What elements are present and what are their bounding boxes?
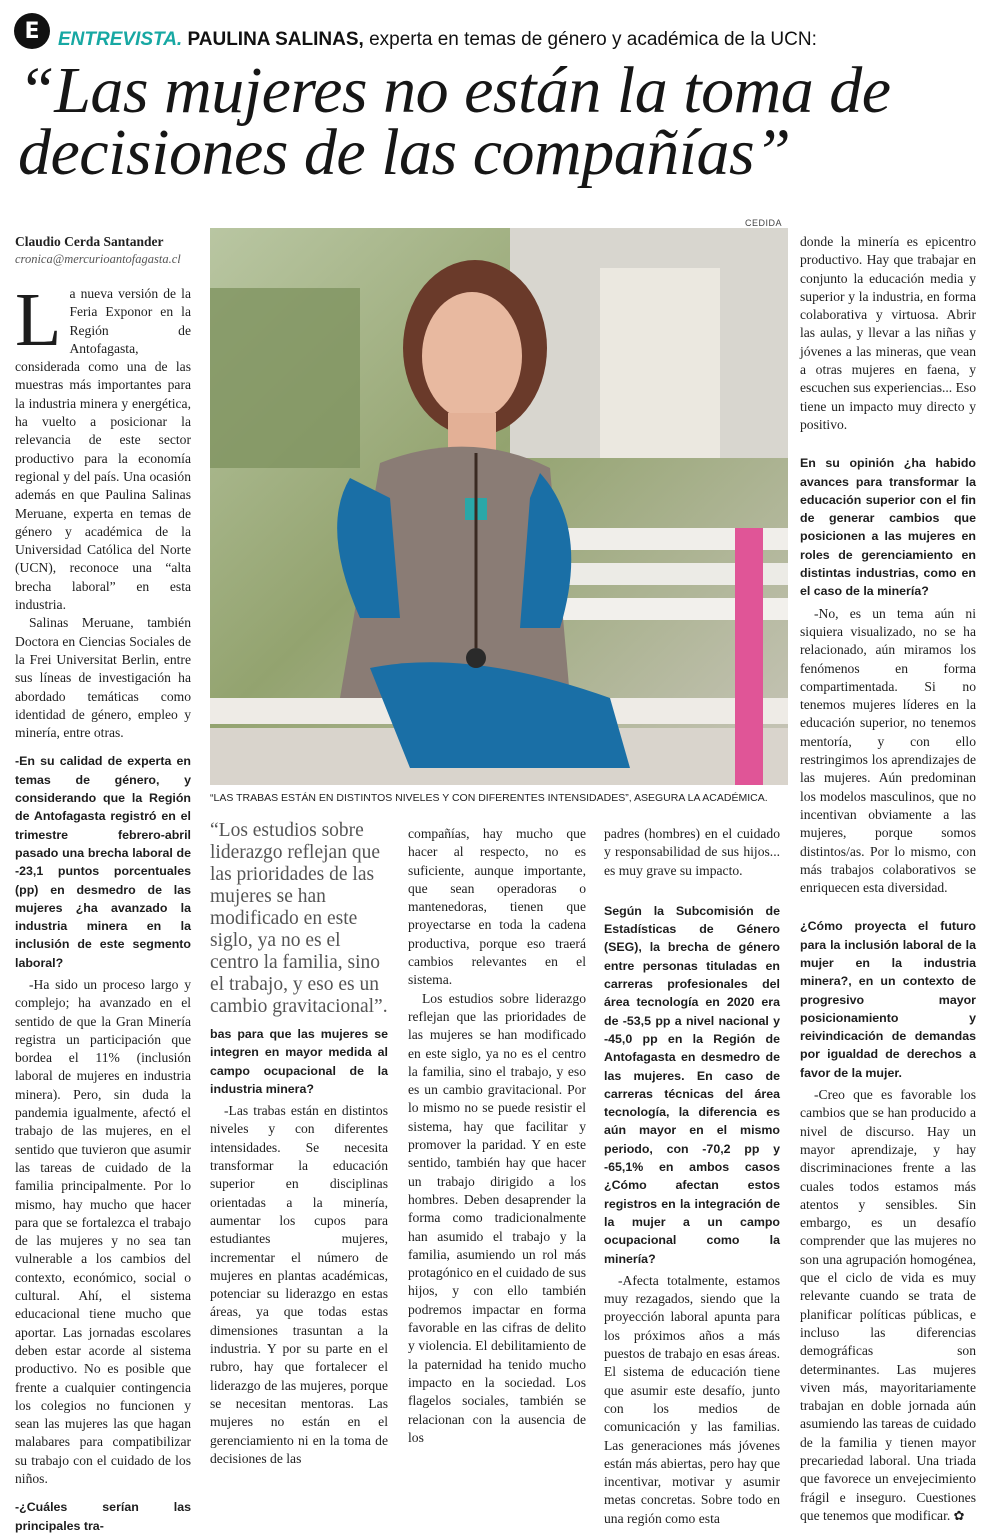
photo-caption: “LAS TRABAS ESTÁN EN DISTINTOS NIVELES Y CON DIFERENTES INTENSIDADES”, ASEGURA LA ACADÉMICA. [210, 792, 768, 804]
question: En su opinión ¿ha habido avances para transformar la educación superior con el fin de generar cambios que posicionen a las mujeres en roles de gerenciamiento en distintas industrias, como en el caso de la minería? [800, 456, 976, 599]
lead-paragraph: a nueva versión de la Feria Exponor en la Región de Antofagasta, considerada como una de las muestras más importantes para la industria minera y energética, ha vuelto a posicionar la relevancia de este sector productivo para la economía regional y del país. Una ocasión además en que Paulina Salinas Meruane, experta en temas de género y académica de la Universidad Católica del Norte (UCN), reconoce una “alta brecha laboral” en esta industria. [15, 286, 191, 613]
answer-text: -Creo que es favorable los cambios que se han producido a nivel de discurso. Hay un mayor aprendizaje, y hay discriminaciones frente a las cuales todos estamos más atentos y sensibles. Sin embargo, es un desafío comprender que las mujeres no son una agrupación homogénea, que el ciclo de vida es muy relevante cuando se trata de planificar políticas públicas, e incluso las diferencias demográficas son determinantes. Las mujeres viven más, mayoritariamente trabajan en doble jornada aún asumiendo las tareas de cuidado de la familia y tienen mayor precariedad laboral. Una triada que favorece un envejecimiento frágil e inseguro. Cuestiones que tenemos que modificar. [800, 1087, 976, 1523]
article-column-1 [15, 278, 191, 1535]
kicker-type: ENTREVISTA. [58, 29, 183, 50]
answer: -No, es un tema aún ni siquiera visualizado, no se ha relacionado, aún miramos los fenómenos en forma compartimentada. Si no tenemos mujeres líderes en la educación superior, no tenemos mentoría, y con ello restringimos los aprendizajes de las mujeres. Aún predominan los modelos masculinos, que no incentivan obviamente a las mujeres, porque somos distintos/as. Por lo mismo, con más trabajos colaborativos se enriquecen esta diversidad. [800, 605, 976, 896]
paragraph: donde la minería es epicentro productivo. Hay que trabajar en conjunto la educación media y superior y la industria, en forma colaborativa y virtuosa. Abrir las aulas, y llevar a las niñas y jóvenes a las mineras, que vean a otras mujeres en faena, y escuchen sus experiencias... Eso tiene un impacto muy directo y positivo. [800, 234, 976, 432]
paragraph: padres (hombres) en el cuidado y responsabilidad de sus hijos... es muy grave su impacto. [604, 826, 780, 878]
kicker [58, 29, 817, 51]
headline: “Las mujeres no están la toma de decisiones de las compañías” [18, 54, 891, 189]
answer [800, 1086, 976, 1526]
photo-credit: CEDIDA [745, 218, 783, 228]
article-photo [210, 228, 788, 785]
pull-quote: “Los estudios sobre liderazgo reflejan que las prioridades de las mujeres se han modificado en este siglo, ya no es el centro la familia, sino el trabajo, y eso es un cambio gravitacional”. [210, 820, 388, 1017]
question: bas para que las mujeres se integren en mayor medida al campo ocupacional de la industria minera? [210, 1027, 388, 1096]
photo-woman-on-bench [210, 228, 788, 785]
kicker-name: PAULINA SALINAS, [187, 29, 364, 50]
answer: -Ha sido un proceso largo y complejo; ha avanzado en el sentido de que la Gran Minería registra un participación que bordea el 11% (inclusión laboral de mujeres en industria minera). Pero, sin duda la pandemia igualmente, afectó el trabajo de las mujeres, en el sentido que tuvieron que asumir las tareas de cuidado de la familia principalmente. Por lo mismo, hay mucho que hacer para que se fortalezca el trabajo de las mujeres y no sea tan vulnerable a los cambios del contexto, económico, social o cultural. Ahí, el sistema educacional tiene mucho que aportar. Las jornadas escolares deben estar acorde al sistema productivo. No es posible que frente a cualquier contingencia los colegios no funcionen y sean las mujeres las que hagan malabares para compatibilizar su trabajo con el cuidado de los niños. [15, 976, 191, 1486]
article-column-4 [604, 825, 780, 1528]
dropcap: L [15, 278, 62, 362]
question: Según la Subcomisión de Estadísticas de Género (SEG), la brecha de género entre personas tituladas en carreras profesionales del área tecnología en 2020 era de -53,5 pp a nivel nacional y -45,0 pp en la Región de Antofagasta en desmedro de las mujeres. En caso de carreras técnicas del área tecnología, la diferencia es aún mayor en el mismo periodo, con -70,2 pp y -65,1% en ambos casos ¿Cómo afectan estos registros en la integración de la mujer a un campo ocupacional como la minería? [604, 903, 780, 1266]
end-mark-icon: ✿ [953, 1508, 965, 1524]
answer: -Las trabas están en distintos niveles y con diferentes intensidades. Se necesita transformar la educación superior en disciplinas orientadas a la minería, aumentar los cupos para estudiantes mujeres, incrementar el número de mujeres en plantas académicas, potenciar su liderazgo en estas áreas, ya que todas estas dimensiones trasuntan a la industria. Y por su parte en el rubro, hay que fortalecer el liderazgo de las mujeres, porque se necesitan mentoras. Las mujeres no están en el gerenciamiento ni en la toma de decisiones de las [210, 1103, 388, 1466]
question: ¿Cómo proyecta el futuro para la inclusión laboral de la mujer en la industria minera?, en un contexto de progresivo mayor posicionamiento y reivindicación de demandas por igualdad de derechos a favor de la mujer. [800, 919, 976, 1080]
paragraph: Salinas Meruane, también Doctora en Ciencias Sociales de la Frei Universitat Berlin, entre sus líneas de investigación ha abordado temáticas como identidad de género, empleo y minería, entre otras. [15, 615, 191, 741]
question: -En su calidad de experta en temas de género, y considerando que la Región de Antofagasta registró en el trimestre febrero-abril pasado una brecha laboral de -23,1 puntos porcentuales (pp) en desmedro de las mujeres ¿ha avanzado la industria minera en la inclusión de este segmento laboral? [15, 754, 191, 970]
article-column-5 [800, 233, 976, 1526]
section-badge: E [14, 13, 50, 49]
answer: -Afecta totalmente, estamos muy rezagados, siendo que la proyección laboral apunta para los próximos años a más puestos de trabajo en esas áreas. El sistema de educación tiene que asumir este desafío, junto con los medios de comunicación y las familias. Las generaciones más jóvenes están más abiertas, pero hay que incentivar, motivar y asumir metas concretas. Sobre todo en una región como esta [604, 1272, 780, 1526]
paragraph: compañías, hay mucho que hacer al respecto, no es suficiente, aunque importante, que sean operadoras o mantenedoras, tienen que proyectarse en toda la cadena productiva, porque eso traerá cambios relevantes en el sistema. [408, 826, 586, 988]
paragraph: Los estudios sobre liderazgo reflejan que las prioridades de las mujeres se han modificado en este siglo, ya no es el centro la familia, sino el trabajo, y eso es un cambio gravitacional. Por lo mismo no se puede resistir el sistema, hay que facilitar y promover la paridad. Y en este sentido, también hay que hacer un trabajo dirigido a los hombres. Deben desaprender la forma como tradicionalmente han asumido el trabajo y la familia, asumiendo un rol más protagónico en el cuidado de sus hijos, y con ello también podremos impactar en forma favorable en las cifras de delito y violencia. El debilitamiento de la paternidad ha tenido mucho impacto en la sociedad. Los flagelos sociales, también se relacionan con la ausencia de los [408, 990, 586, 1445]
question: -¿Cuáles serían las principales tra- [15, 1500, 191, 1533]
kicker-role: experta en temas de género y académica de la UCN: [369, 29, 817, 50]
article-column-2 [210, 1025, 388, 1468]
article-column-3 [408, 825, 586, 1447]
byline-author: Claudio Cerda Santander [15, 234, 164, 249]
byline-email[interactable]: cronica@mercurioantofagasta.cl [15, 252, 181, 266]
